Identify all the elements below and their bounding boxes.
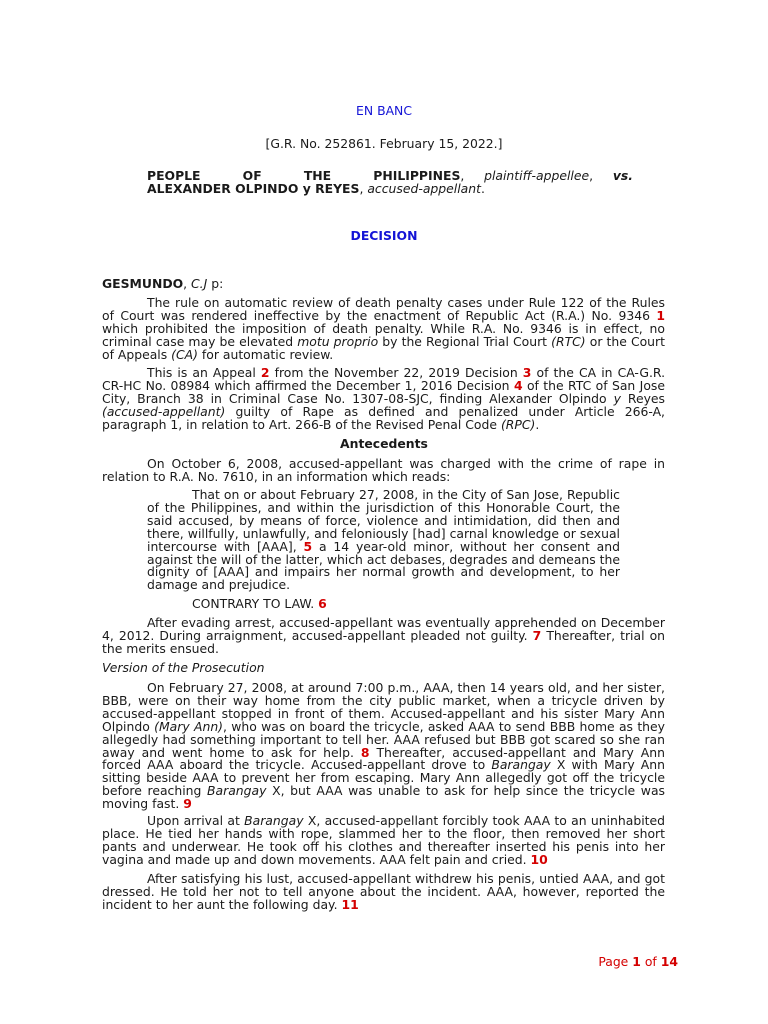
section-prosecution: Version of the Prosecution: [102, 660, 265, 675]
ponente-title: C.J: [191, 276, 208, 291]
caption-accused-role: accused-appellant: [367, 180, 481, 196]
current-page: 1: [632, 954, 641, 969]
case-caption: PEOPLE OF THE PHILIPPINES, plaintiff-appellee, vs. ALEXANDER OLPINDO y REYES, accused-appellant.: [147, 168, 633, 196]
caption-vs: vs.: [612, 168, 633, 183]
footnote-ref-4[interactable]: 4: [513, 377, 523, 393]
footnote-ref-7[interactable]: 7: [532, 627, 542, 643]
gr-number-line: [G.R. No. 252861. February 15, 2022.]: [265, 136, 503, 151]
footnote-ref-10[interactable]: 10: [530, 851, 548, 867]
paragraph-6: Upon arrival at Barangay X, accused-appellant forcibly took AAA to an uninhabited place. He tied her hands with rope, slammed her to the floor, then removed her short pants and underwear. He took off his clothes and thereafter inserted his penis into her vagina and made up and down movements. AAA felt pain and cried. 10: [102, 813, 665, 867]
footnote-ref-11[interactable]: 11: [341, 896, 359, 912]
ponente-name: GESMUNDO: [102, 276, 184, 291]
footnote-ref-6[interactable]: 6: [318, 596, 327, 611]
caption-plaintiff-role: plaintiff-appellee: [484, 168, 590, 183]
decision-title: DECISION: [350, 228, 418, 243]
division-heading: EN BANC: [356, 103, 412, 118]
page-footer: Page 1 of 14: [598, 954, 678, 969]
caption-people: PEOPLE OF THE PHILIPPINES: [147, 168, 461, 183]
footnote-ref-5[interactable]: 5: [303, 538, 313, 554]
section-antecedents: Antecedents: [340, 436, 428, 451]
footnote-ref-8[interactable]: 8: [360, 744, 370, 760]
ponente-line: GESMUNDO, C.J p:: [102, 276, 224, 291]
paragraph-3: On October 6, 2008, accused-appellant was charged with the crime of rape in relation to R.A. No. 7610, in an information which reads:: [102, 456, 665, 484]
footnote-ref-2[interactable]: 2: [260, 365, 270, 380]
contrary-to-law: CONTRARY TO LAW. 6: [192, 596, 327, 611]
paragraph-1: The rule on automatic review of death penalty cases under Rule 122 of the Rules of Court was rendered ineffective by the enactment of Republic Act (R.A.) No. 9346 1 which prohibited the imposition of death penalty. While R.A. No. 9346 is in effect, no criminal case may be elevated motu proprio by the Regional Trial Court (RTC) or the Court of Appeals (CA) for automatic review.: [102, 295, 665, 362]
paragraph-7: After satisfying his lust, accused-appellant withdrew his penis, untied AAA, and got dressed. He told her not to tell anyone about the incident. AAA, however, reported the incident to her aunt the following day. 11: [102, 871, 665, 912]
total-pages: 14: [660, 954, 678, 969]
paragraph-5: On February 27, 2008, at around 7:00 p.m., AAA, then 14 years old, and her sister, BBB, were on their way home from the city public market, when a tricycle driven by accused-appellant stopped in front of them. Accused-appellant and his sister Mary Ann Olpindo (Mary Ann), who was on board the tricycle, asked AAA to send BBB home as they allegedly had something important to tell her. AAA refused but BBB got scared so she ran away and went home to ask for help. 8 Thereafter, accused-appellant and Mary Ann forced AAA aboard the tricycle. Accused-appellant drove to Barangay X with Mary Ann sitting beside AAA to prevent her from escaping. Mary Ann allegedly got off the tricycle before reaching Barangay X, but AAA was unable to ask for help since the tricycle was moving fast. 9: [102, 680, 665, 812]
paragraph-2: This is an Appeal 2 from the November 22, 2019 Decision 3 of the CA in CA-G.R. CR-HC No. 08984 which affirmed the December 1, 2016 Decision 4 of the RTC of San Jose City, Branch 38 in Criminal Case No. 1307-08-SJC, finding Alexander Olpindo y Reyes (accused-appellant) guilty of Rape as defined and penalized under Article 266-A, paragraph 1, in relation to Art. 266-B of the Revised Penal Code (RPC).: [102, 365, 666, 432]
caption-accused: ALEXANDER OLPINDO y REYES: [147, 180, 360, 196]
footnote-ref-3[interactable]: 3: [522, 365, 532, 380]
ponente-suffix: p:: [207, 276, 224, 291]
footnote-ref-9[interactable]: 9: [183, 796, 192, 812]
paragraph-4: After evading arrest, accused-appellant was eventually apprehended on December 4, 2012. During arraignment, accused-appellant pleaded not guilty. 7 Thereafter, trial on the merits ensued.: [102, 615, 665, 656]
footnote-ref-1[interactable]: 1: [656, 307, 665, 323]
information-quote: That on or about February 27, 2008, in the City of San Jose, Republic of the Philippines, and within the jurisdiction of this Honorable Court, the said accused, by means of force, violence and intimidation, did then and there, willfully, unlawfully, and feloniously [had] carnal knowledge or sexual intercourse with [AAA], 5 a 14 year-old minor, without her consent and against the will of the latter, which act debases, degrades and demeans the dignity of [AAA] and impairs her normal growth and development, to her damage and prejudice.: [147, 487, 620, 593]
